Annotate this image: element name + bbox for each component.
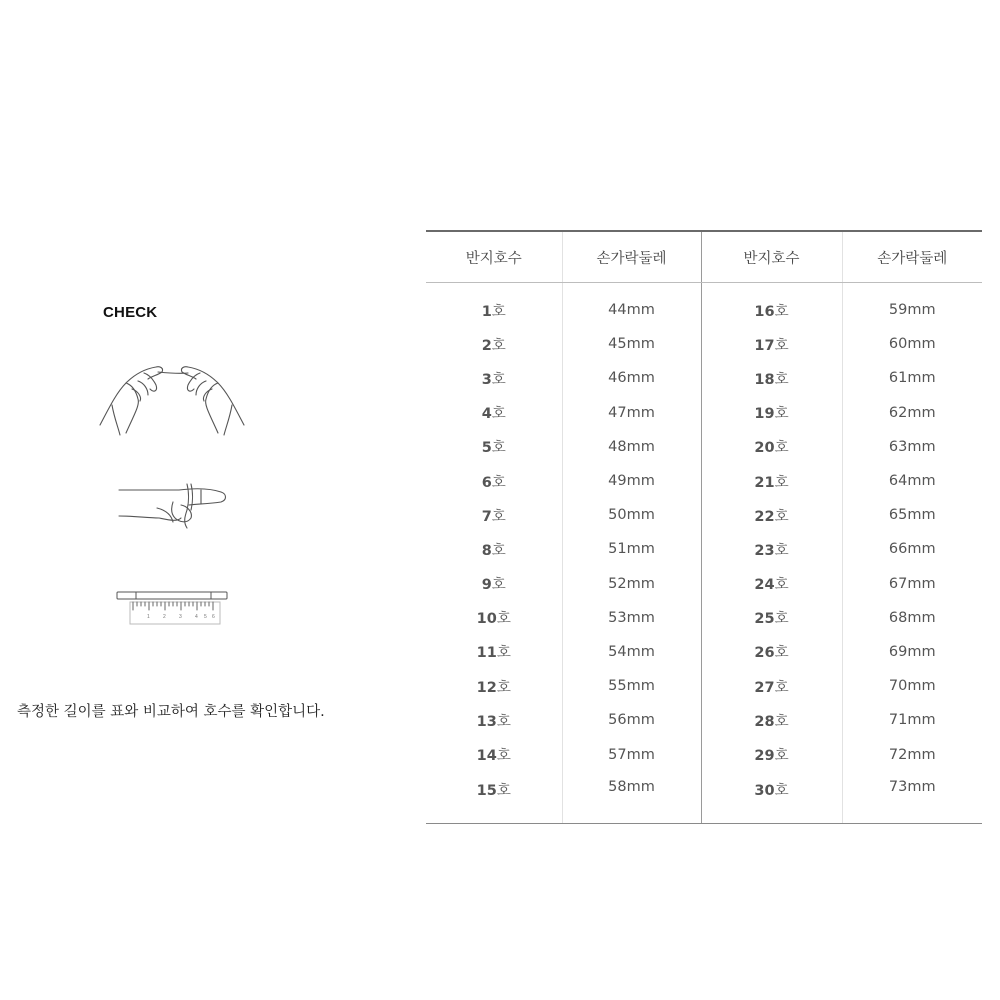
- circumference-cell: 66mm: [842, 532, 982, 566]
- table-row: [426, 772, 982, 824]
- ring-size-cell: [426, 601, 562, 635]
- circumference-cell: 68mm: [842, 601, 982, 635]
- size-number: 17: [754, 337, 775, 354]
- size-unit: 호: [491, 577, 506, 594]
- size-number: 26: [754, 645, 775, 662]
- size-unit: 호: [491, 508, 506, 525]
- ruler-tick-label: 4: [195, 614, 198, 620]
- table-row: [426, 361, 982, 395]
- size-unit: 호: [496, 748, 511, 765]
- size-unit: 호: [491, 303, 506, 320]
- ring-size-cell: [701, 567, 842, 601]
- size-unit: 호: [491, 371, 506, 388]
- circumference-cell: 55mm: [562, 669, 701, 703]
- circumference-cell: 52mm: [562, 567, 701, 601]
- circumference-cell: 56mm: [562, 703, 701, 737]
- size-number: 2: [481, 337, 492, 354]
- size-number: 3: [481, 371, 492, 388]
- size-number: 23: [754, 542, 775, 559]
- ring-size-cell: [426, 327, 562, 361]
- ring-size-cell: [426, 396, 562, 430]
- ruler-tick-label: 5: [204, 614, 207, 620]
- size-number: 28: [754, 713, 775, 730]
- circumference-cell: 44mm: [562, 283, 701, 328]
- table-row: [426, 669, 982, 703]
- header-ring-size: 반지호수: [701, 231, 842, 283]
- ring-size-cell: [701, 635, 842, 669]
- ring-size-cell: [701, 532, 842, 566]
- size-number: 14: [476, 748, 497, 765]
- table-row: [426, 635, 982, 669]
- ring-size-cell: [701, 498, 842, 532]
- measuring-guide: [0, 0, 400, 1000]
- ring-size-cell: [701, 464, 842, 498]
- size-unit: 호: [774, 782, 789, 799]
- instruction-text: 측정한 길이를 표와 비교하여 호수를 확인합니다.: [17, 704, 325, 720]
- size-unit: 호: [491, 474, 506, 491]
- circumference-cell: 54mm: [562, 635, 701, 669]
- table-row: [426, 396, 982, 430]
- table-row: [426, 327, 982, 361]
- ring-size-cell: [701, 361, 842, 395]
- ring-size-cell: [426, 498, 562, 532]
- ring-size-cell: [426, 430, 562, 464]
- size-unit: 호: [774, 645, 789, 662]
- size-unit: 호: [496, 782, 511, 799]
- size-number: 19: [754, 406, 775, 423]
- size-number: 21: [754, 474, 775, 491]
- size-number: 6: [481, 474, 492, 491]
- ring-size-cell: [701, 396, 842, 430]
- circumference-cell: 58mm: [562, 772, 701, 824]
- size-unit: 호: [774, 337, 789, 354]
- table-row: [426, 464, 982, 498]
- circumference-cell: 70mm: [842, 669, 982, 703]
- size-unit: 호: [774, 679, 789, 696]
- ring-size-cell: [426, 737, 562, 771]
- size-unit: 호: [774, 371, 789, 388]
- circumference-cell: 49mm: [562, 464, 701, 498]
- header-ring-size: 반지호수: [426, 231, 562, 283]
- circumference-cell: 62mm: [842, 396, 982, 430]
- ring-size-cell: [701, 430, 842, 464]
- header-finger-circumference: 손가락둘레: [562, 231, 701, 283]
- size-unit: 호: [774, 611, 789, 628]
- size-number: 27: [754, 679, 775, 696]
- size-unit: 호: [491, 440, 506, 457]
- size-unit: 호: [774, 303, 789, 320]
- circumference-cell: 60mm: [842, 327, 982, 361]
- ruler-tick-label: 3: [179, 614, 182, 620]
- ring-size-cell: [701, 601, 842, 635]
- ring-size-cell: [426, 464, 562, 498]
- table-row: [426, 737, 982, 771]
- circumference-cell: 57mm: [562, 737, 701, 771]
- table-row: [426, 703, 982, 737]
- ring-size-cell: [701, 703, 842, 737]
- size-number: 30: [754, 782, 775, 799]
- ring-size-cell: [701, 283, 842, 328]
- circumference-cell: 45mm: [562, 327, 701, 361]
- size-number: 7: [481, 508, 492, 525]
- thread-hands-icon: [98, 355, 246, 437]
- ring-size-cell: [426, 635, 562, 669]
- ring-size-cell: [426, 669, 562, 703]
- table-header-row: [426, 231, 982, 283]
- ring-size-cell: [426, 532, 562, 566]
- circumference-cell: 72mm: [842, 737, 982, 771]
- circumference-cell: 47mm: [562, 396, 701, 430]
- ring-size-cell: [426, 567, 562, 601]
- size-unit: 호: [491, 337, 506, 354]
- ruler-tick-label: 2: [163, 614, 166, 620]
- size-unit: 호: [496, 645, 511, 662]
- ring-size-cell: [701, 327, 842, 361]
- size-number: 25: [754, 611, 775, 628]
- size-number: 18: [754, 371, 775, 388]
- ring-size-cell: [701, 772, 842, 824]
- size-number: 8: [481, 542, 492, 559]
- size-unit: 호: [774, 577, 789, 594]
- circumference-cell: 63mm: [842, 430, 982, 464]
- size-unit: 호: [774, 406, 789, 423]
- circumference-cell: 65mm: [842, 498, 982, 532]
- circumference-cell: 71mm: [842, 703, 982, 737]
- circumference-cell: 51mm: [562, 532, 701, 566]
- size-unit: 호: [496, 611, 511, 628]
- size-unit: 호: [774, 508, 789, 525]
- circumference-cell: 61mm: [842, 361, 982, 395]
- size-number: 5: [481, 440, 492, 457]
- circumference-cell: 53mm: [562, 601, 701, 635]
- circumference-cell: 50mm: [562, 498, 701, 532]
- size-number: 22: [754, 508, 775, 525]
- circumference-cell: 59mm: [842, 283, 982, 328]
- ruler-icon: [116, 590, 230, 630]
- table-row: [426, 498, 982, 532]
- size-number: 11: [476, 645, 497, 662]
- header-finger-circumference: 손가락둘레: [842, 231, 982, 283]
- size-number: 15: [476, 782, 497, 799]
- table-row: [426, 283, 982, 328]
- size-number: 1: [481, 303, 492, 320]
- size-number: 20: [754, 440, 775, 457]
- finger-wrap-icon: [117, 478, 229, 534]
- circumference-cell: 64mm: [842, 464, 982, 498]
- size-number: 12: [476, 679, 497, 696]
- check-title: CHECK: [103, 304, 158, 321]
- circumference-cell: 69mm: [842, 635, 982, 669]
- size-number: 24: [754, 577, 775, 594]
- ring-size-cell: [426, 772, 562, 824]
- size-unit: 호: [774, 474, 789, 491]
- size-unit: 호: [774, 748, 789, 765]
- size-unit: 호: [491, 542, 506, 559]
- ring-size-table: [426, 230, 982, 824]
- ruler-tick-label: 1: [147, 614, 150, 620]
- size-number: 9: [481, 577, 492, 594]
- size-number: 16: [754, 303, 775, 320]
- ring-size-cell: [426, 703, 562, 737]
- size-unit: 호: [491, 406, 506, 423]
- ring-size-cell: [701, 737, 842, 771]
- ring-size-cell: [701, 669, 842, 703]
- ruler-tick-label: 6: [212, 614, 215, 620]
- table-row: [426, 532, 982, 566]
- size-unit: 호: [774, 542, 789, 559]
- ring-size-cell: [426, 283, 562, 328]
- table-row: [426, 567, 982, 601]
- circumference-cell: 73mm: [842, 772, 982, 824]
- size-number: 4: [481, 406, 492, 423]
- circumference-cell: 67mm: [842, 567, 982, 601]
- table-row: [426, 430, 982, 464]
- size-number: 10: [476, 611, 497, 628]
- circumference-cell: 48mm: [562, 430, 701, 464]
- size-number: 13: [476, 713, 497, 730]
- circumference-cell: 46mm: [562, 361, 701, 395]
- size-unit: 호: [496, 713, 511, 730]
- size-number: 29: [754, 748, 775, 765]
- ring-size-cell: [426, 361, 562, 395]
- size-unit: 호: [774, 713, 789, 730]
- size-unit: 호: [496, 679, 511, 696]
- size-unit: 호: [774, 440, 789, 457]
- table-row: [426, 601, 982, 635]
